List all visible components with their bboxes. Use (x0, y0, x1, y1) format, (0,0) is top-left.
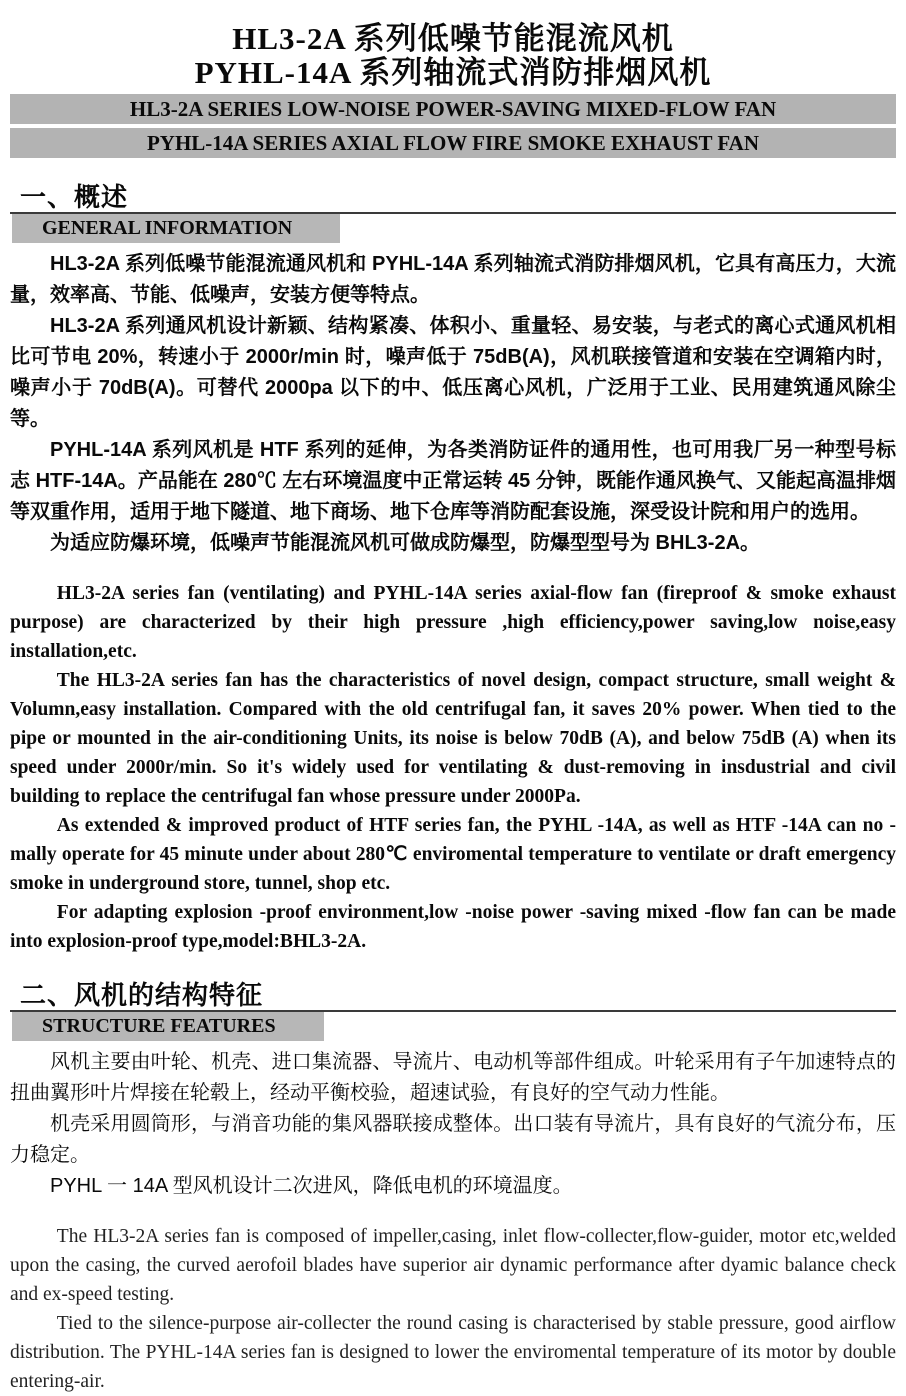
section2-heading-row (10, 980, 896, 1012)
section1-heading-row (10, 182, 896, 214)
section2-heading-cn: 二、风机的结构特征 (20, 980, 264, 1010)
section2-heading-en-label: STRUCTURE FEATURES (12, 1012, 324, 1041)
paragraph-cn: PYHL-14A 系列风机是 HTF 系列的延伸，为各类消防证件的通用性，也可用我厂另一种型号标志 HTF-14A。产品能在 280℃ 左右环境温度中正常运转 45 分钟，既能作通风换气、又能起高温排烟等双重作用，适用于地下隧道、地下商场、地下仓库等消防配套设施，深受设计院和用户的选用。 (10, 439, 896, 523)
section-structure-features (10, 980, 896, 1396)
paragraph-cn: 风机主要由叶轮、机壳、进口集流器、导流片、电动机等部件组成。叶轮采用有子午加速特点的扭曲翼形叶片焊接在轮毂上，经动平衡校验，超速试验，有良好的空气动力性能。 (10, 1051, 896, 1104)
paragraph-cn: 机壳采用圆筒形，与消音功能的集风器联接成整体。出口装有导流片，具有良好的气流分布，压力稳定。 (10, 1113, 896, 1166)
paragraph-cn: HL3-2A 系列通风机设计新颖、结构紧凑、体积小、重量轻、易安装，与老式的离心式通风机相比可节电 20%，转速小于 2000r/min 时，噪声低于 75dB(A)，风机联接管道和安装在空调箱内时，噪声小于 70dB(A)。可替代 2000pa 以下的中、低压离心风机，广泛用于工业、民用建筑通风除尘等。 (10, 315, 896, 430)
paragraph-cn: 为适应防爆环境，低噪声节能混流风机可做成防爆型，防爆型型号为 BHL3-2A。 (50, 532, 761, 554)
paragraph-en: HL3-2A series fan (ventilating) and PYHL-14A series axial-flow fan (fireproof & smoke exhaust purpose) are characterized by their high pressure ,high efficiency,power saving,low noise,easy installation,etc. (10, 583, 896, 662)
section1-chinese-paragraphs (10, 249, 896, 559)
paragraph-en: For adapting explosion -proof environment,low -noise power -saving mixed -flow fan can be made into explosion-proof type,model:BHL3-2A. (10, 902, 896, 952)
section2-english-paragraphs (10, 1222, 896, 1396)
paragraph-en: The HL3-2A series fan is composed of impeller,casing, inlet flow-collecter,flow-guider, motor etc,welded upon the casing, the curved aerofoil blades have superior air dynamic performance after dyamic balance check and ex-speed testing. (10, 1226, 896, 1305)
paragraph-en: The HL3-2A series fan has the characteristics of novel design, compact structure, small weight & Volumn,easy installation. Compared with the old centrifugal fan, it saves 20% power. When tied to the pipe or mounted in the air-conditioning Units, its noise is below 70dB (A), and below 75dB (A) when its speed under 2000r/min. So it's widely used for ventilating & dust-removing in insdustrial and civil building to replace the centrifugal fan whose pressure under 2000Pa. (10, 670, 896, 807)
paragraph-en: As extended & improved product of HTF series fan, the PYHL -14A, as well as HTF -14A can no -mally operate for 45 minute under about 280℃ enviromental temperature to ventilate or draft emergency smoke in underground store, tunnel, shop etc. (10, 815, 896, 894)
paragraph-en: Tied to the silence-purpose air-collecter the round casing is characterised by stable pressure, good airflow distribution. The PYHL-14A series fan is designed to lower the enviromental temperature of its motor by double entering-air. (10, 1313, 896, 1392)
title-banner-en-line1: HL3-2A SERIES LOW-NOISE POWER-SAVING MIXED-FLOW FAN (10, 94, 896, 124)
section2-chinese-paragraphs (10, 1047, 896, 1202)
section-general-information (10, 182, 896, 956)
title-banner-en-line2: PYHL-14A SERIES AXIAL FLOW FIRE SMOKE EXHAUST FAN (10, 128, 896, 158)
page-header (10, 22, 896, 158)
section1-heading-en-label: GENERAL INFORMATION (12, 214, 340, 243)
paragraph-cn: HL3-2A 系列低噪节能混流通风机和 PYHL-14A 系列轴流式消防排烟风机，它具有高压力，大流量，效率高、节能、低噪声，安装方便等特点。 (10, 253, 896, 306)
section1-heading-cn: 一、概述 (20, 182, 129, 212)
section1-english-paragraphs (10, 579, 896, 956)
main-title-cn-line2: PYHL-14A 系列轴流式消防排烟风机 (194, 55, 712, 90)
paragraph-cn: PYHL 一 14A 型风机设计二次进风，降低电机的环境温度。 (50, 1175, 573, 1197)
main-title-cn-line1: HL3-2A 系列低噪节能混流风机 (232, 21, 674, 56)
